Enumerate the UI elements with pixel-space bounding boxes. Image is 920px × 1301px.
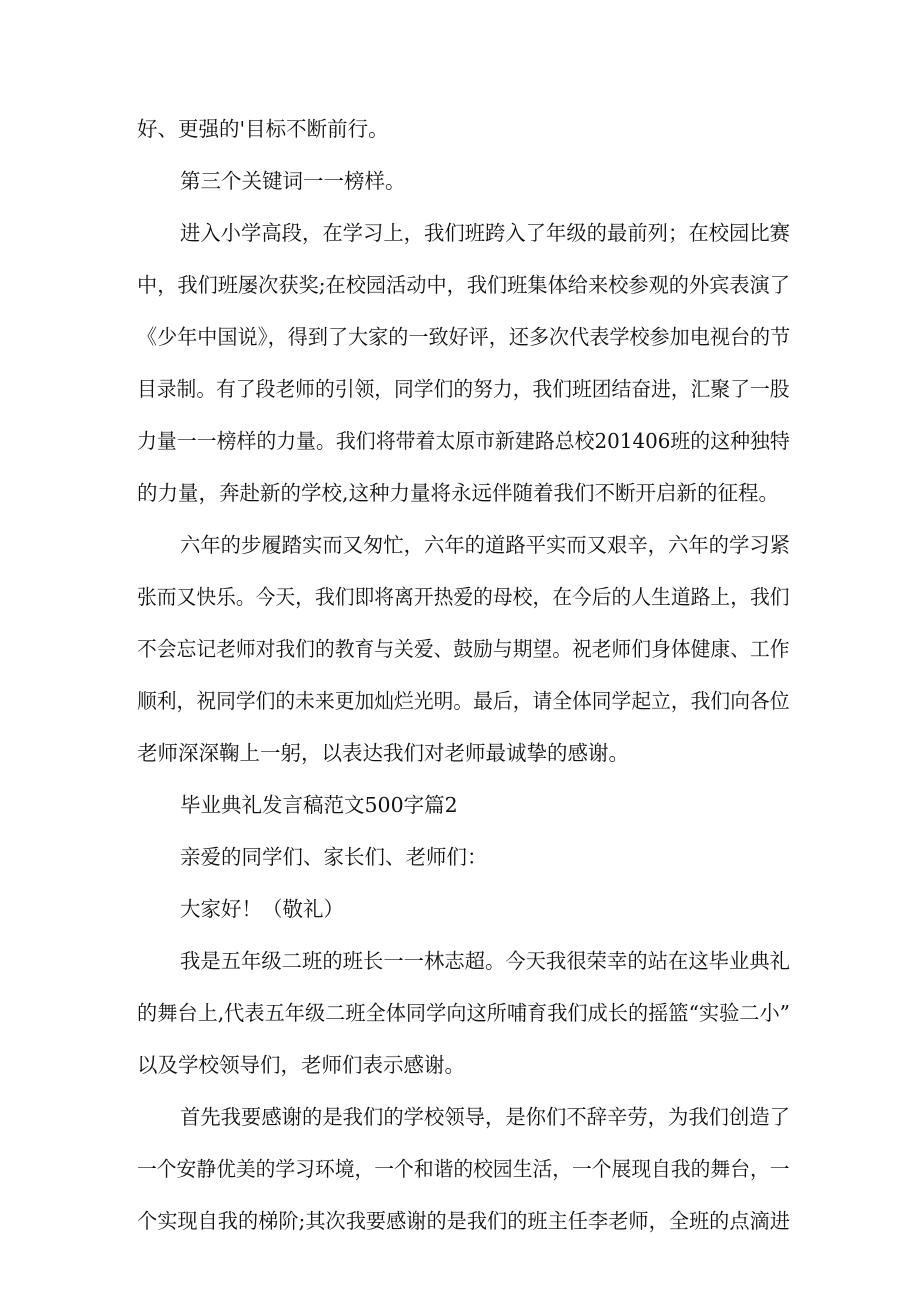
text-line: 好、更强的'目标不断前行。 <box>137 117 389 141</box>
text-line: 老师深深鞠上一躬，以表达我们对老师最诚挚的感谢。 <box>137 741 629 765</box>
text-line: 力量一一榜样的力量。我们将带着太原市新建路总校201406班的这种独特 <box>137 429 790 453</box>
text-line: 顺利，祝同学们的未来更加灿烂光明。最后，请全体同学起立，我们向各位 <box>137 689 790 713</box>
section-heading: 第三个关键词一一榜样。 <box>180 169 406 193</box>
text-line: 《少年中国说》，得到了大家的一致好评，还多次代表学校参加电视台的节 <box>137 325 791 349</box>
text-line: 以及学校领导们，老师们表示感谢。 <box>137 1053 465 1077</box>
text-line: 的舞台上,代表五年级二班全体同学向这所哺育我们成长的摇篮“实验二小” <box>137 1001 790 1025</box>
salutation: 亲爱的同学们、家长们、老师们： <box>180 845 488 869</box>
text-line: 六年的步履踏实而又匆忙，六年的道路平实而又艰辛，六年的学习紧 <box>180 533 790 557</box>
text-line: 张而又快乐。今天，我们即将离开热爱的母校，在今后的人生道路上，我们 <box>137 585 790 609</box>
text-line: 不会忘记老师对我们的教育与关爱、鼓励与期望。祝老师们身体健康、工作 <box>137 637 790 661</box>
text-line: 首先我要感谢的是我们的学校领导，是你们不辞辛劳，为我们创造了 <box>180 1105 790 1129</box>
text-line: 中，我们班屡次获奖;在校园活动中，我们班集体给来校参观的外宾表演了 <box>137 273 790 297</box>
text-line: 进入小学高段，在学习上，我们班跨入了年级的最前列；在校园比赛 <box>180 221 790 245</box>
article-title: 毕业典礼发言稿范文500字篇2 <box>180 793 458 817</box>
text-line: 我是五年级二班的班长一一林志超。今天我很荣幸的站在这毕业典礼 <box>180 949 790 973</box>
text-line: 目录制。有了段老师的引领，同学们的努力，我们班团结奋进，汇聚了一股 <box>137 377 790 401</box>
greeting: 大家好！（敬礼） <box>180 897 344 921</box>
text-line: 个实现自我的梯阶;其次我要感谢的是我们的班主任李老师，全班的点滴进 <box>137 1209 790 1233</box>
text-line: 一个安静优美的学习环境，一个和谐的校园生活，一个展现自我的舞台，一 <box>137 1157 790 1181</box>
text-line: 的力量，奔赴新的学校,这种力量将永远伴随着我们不断开启新的征程。 <box>137 481 780 505</box>
